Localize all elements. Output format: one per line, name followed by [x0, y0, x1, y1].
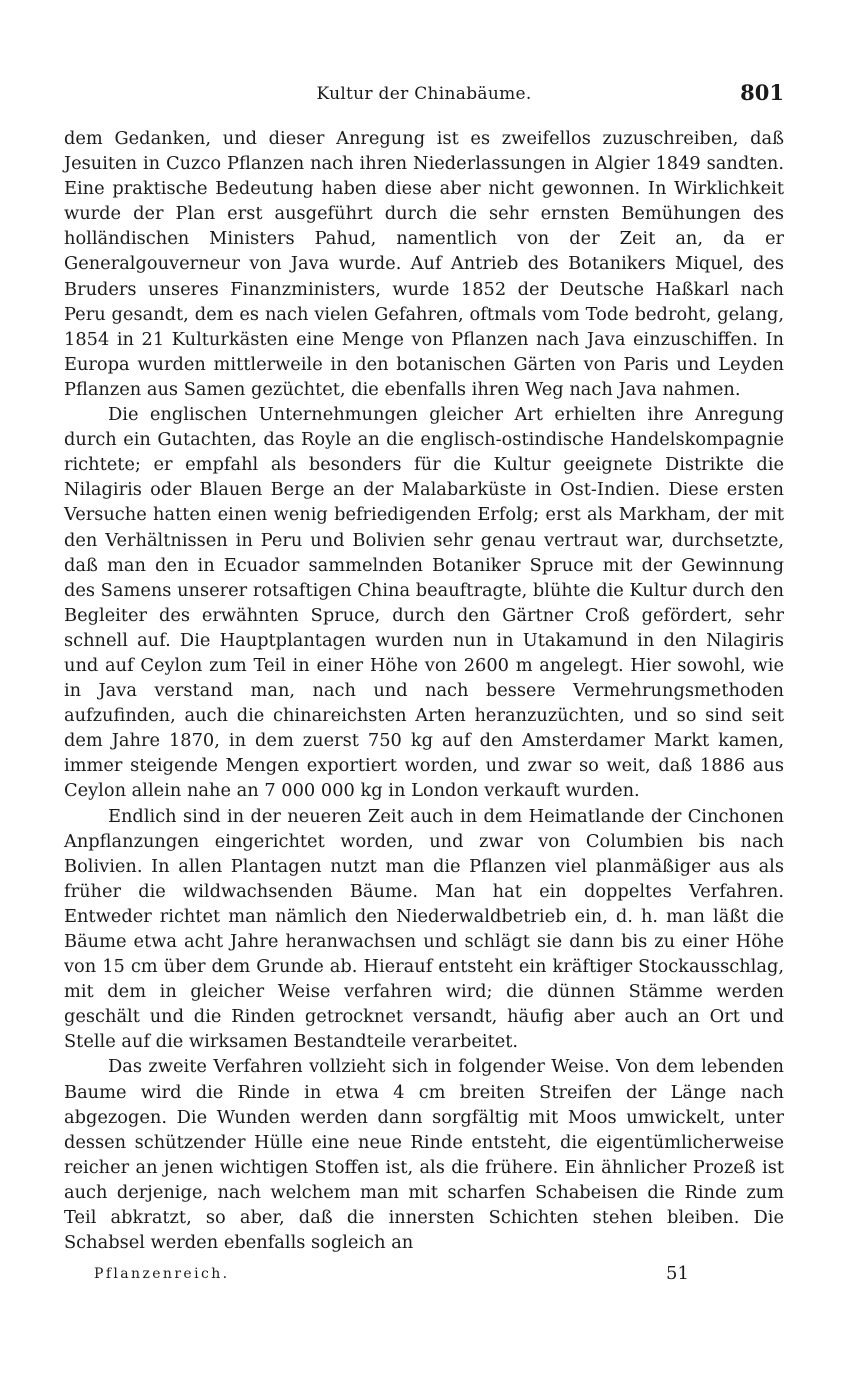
- running-title: Kultur der Chinabäume.: [316, 84, 532, 104]
- paragraph: Endlich sind in der neueren Zeit auch in dem Heimatlande der Cinchonen Anpflanzungen eingerichtet worden, und zwar von Columbien bis nach Bolivien. In allen Plantagen nutzt man die Pflanzen viel planmäßiger aus als früher die wildwachsenden Bäume. Man hat ein doppeltes Verfahren. Entweder richtet man nämlich den Niederwaldbetrieb ein, d. h. man läßt die Bäume etwa acht Jahre heranwachsen und schlägt sie dann bis zu einer Höhe von 15 cm über dem Grunde ab. Hierauf entsteht ein kräftiger Stockausschlag, mit dem in gleicher Weise verfahren wird; die dünnen Stämme werden geschält und die Rinden getrocknet versandt, häufig aber auch an Ort und Stelle auf die wirksamen Bestandteile verarbeitet.: [64, 805, 784, 1053]
- paragraph: Das zweite Verfahren vollzieht sich in folgender Weise. Von dem lebenden Baume wird die Rinde in etwa 4 cm breiten Streifen der Länge nach abgezogen. Die Wunden werden dann sorgfältig mit Moos umwickelt, unter dessen schützender Hülle eine neue Rinde entsteht, die eigentümlicherweise reicher an jenen wichtigen Stoffen ist, als die frühere. Ein ähnlicher Prozeß ist auch derjenige, nach welchem man mit scharfen Schabeisen die Rinde zum Teil abkratzt, so aber, daß die innersten Schichten stehen bleiben. Die Schabsel werden ebenfalls sogleich an: [64, 1056, 784, 1254]
- footer-signature: Pflanzenreich.: [94, 1266, 230, 1282]
- body-text: [64, 126, 784, 1255]
- running-head: [64, 80, 784, 112]
- footer-sheet-number: 51: [666, 1263, 689, 1284]
- paragraph: Die englischen Unternehmungen gleicher Art erhielten ihre Anregung durch ein Gutachten, das Royle an die englisch-ostindische Handelskompagnie richtete; er empfahl als besonders für die Kultur geeignete Distrikte die Nilagiris oder Blauen Berge an der Malabarküste in Ost-Indien. Diese ersten Versuche hatten einen wenig befriedigenden Erfolg; erst als Markham, der mit den Verhältnissen in Peru und Bolivien sehr genau vertraut war, durchsetzte, daß man den in Ecuador sammelnden Botaniker Spruce mit der Gewinnung des Samens unserer rotsaftigen China beauftragte, blühte die Kultur durch den Begleiter des erwähnten Spruce, durch den Gärtner Croß gefördert, sehr schnell auf. Die Hauptplantagen wurden nun in Utakamund in den Nilagiris und auf Ceylon zum Teil in einer Höhe von 2600 m angelegt. Hier sowohl, wie in Java verstand man, nach und nach bessere Vermehrungsmethoden aufzufinden, auch die chinareichsten Arten heranzuzüchten, und so sind seit dem Jahre 1870, in dem zuerst 750 kg auf den Amsterdamer Markt kamen, immer steigende Mengen exportiert worden, und zwar so weit, daß 1886 aus Ceylon allein nahe an 7 000 000 kg in London verkauft wurden.: [64, 404, 784, 802]
- paragraph-continued: dem Gedanken, und dieser Anregung ist es zweifellos zuzuschreiben, daß Jesuiten in Cuzco Pflanzen nach ihren Niederlassungen in Algier 1849 sandten. Eine praktische Bedeutung haben diese aber nicht gewonnen. In Wirklichkeit wurde der Plan erst ausgeführt durch die sehr ernsten Bemühungen des holländischen Ministers Pahud, namentlich von der Zeit an, da er Generalgouverneur von Java wurde. Auf Antrieb des Botanikers Miquel, des Bruders unseres Finanzministers, wurde 1852 der Deutsche Haßkarl nach Peru gesandt, dem es nach vielen Gefahren, oftmals vom Tode bedroht, gelang, 1854 in 21 Kulturkästen eine Menge von Pflanzen nach Java einzuschiffen. In Europa wurden mittlerweile in den botanischen Gärten von Paris und Leyden Pflanzen aus Samen gezüchtet, die ebenfalls ihren Weg nach Java nahmen.: [64, 128, 784, 400]
- page-number: 801: [740, 80, 784, 105]
